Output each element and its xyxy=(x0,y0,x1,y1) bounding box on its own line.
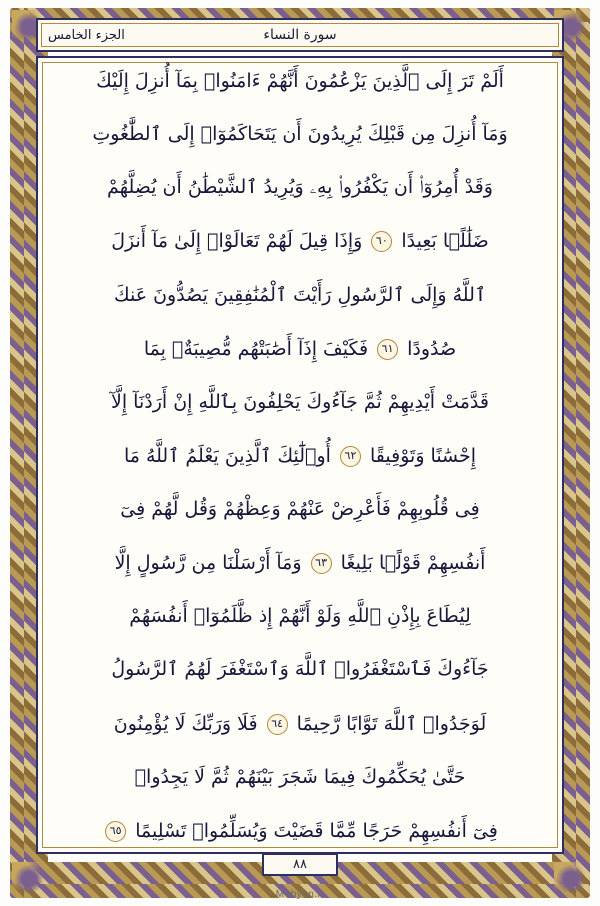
ayah-line xyxy=(52,607,548,627)
ayah-line-text: جَآءُوكَ فَٱسْتَغْفَرُوا۟ ٱللَّهَ وَٱسْتَغْفَرَ لَهُمُ ٱلرَّسُولُ xyxy=(111,658,489,681)
ayah-line xyxy=(52,390,548,413)
ayah-line-text-continued: وَمَآ أَرْسَلْنَا مِن رَّسُولٍ إِلَّا xyxy=(114,552,302,575)
ayah-line-text: لِيُطَاعَ بِإِذْنِ ٱللَّهِ وَلَوْ أَنَّهُمْ إِذ ظَّلَمُوٓا۟ أَنفُسَهُمْ xyxy=(129,605,471,628)
ayah-line-text: فِىٓ أَنفُسِهِمْ حَرَجًا مِّمَّا قَضَيْتَ وَيُسَلِّمُوا۟ تَسْلِيمًا xyxy=(135,819,498,842)
ayah-line xyxy=(52,339,548,360)
ayah-line-text: ٱللَّهُ وَإِلَى ٱلرَّسُولِ رَأَيْتَ ٱلْمُنَٰفِقِينَ يَصُدُّونَ عَنكَ xyxy=(113,283,487,306)
ayah-line-text-continued: أُو۟لَٰٓئِكَ ٱلَّذِينَ يَعْلَمُ ٱللَّهُ مَا xyxy=(123,444,331,467)
ayah-line-text: ضَلَٰلًۢا بَعِيدًا xyxy=(401,230,489,253)
ayah-number-medallion: ٦٣ xyxy=(311,553,332,574)
ayah-line-text: قَدَّمَتْ أَيْدِيهِمْ ثُمَّ جَآءُوكَ يَحْلِفُونَ بِٱللَّهِ إِنْ أَرَدْنَآ إِلَّآ xyxy=(111,390,489,413)
ayah-line-text-continued: وَإِذَا قِيلَ لَهُمْ تَعَالَوْا۟ إِلَىٰ مَآ أَنزَلَ xyxy=(111,230,363,253)
ayah-line xyxy=(52,231,548,252)
ayah-number-medallion: ٦٢ xyxy=(340,446,361,467)
ayah-line xyxy=(52,178,548,198)
ayah-number-medallion: ٦٠ xyxy=(371,231,392,252)
ayah-line-text: وَقَدْ أُمِرُوٓا۟ أَن يَكْفُرُوا۟ بِهِۦ وَيُرِيدُ ٱلشَّيْطَٰنُ أَن يُضِلَّهُمْ xyxy=(107,176,493,199)
ayah-line-text: أَلَمْ تَرَ إِلَى ٱلَّذِينَ يَزْعُمُونَ أَنَّهُمْ ءَامَنُوا۟ بِمَآ أُنزِلَ إِلَيْكَ xyxy=(96,70,504,92)
ayah-line-text: أَنفُسِهِمْ قَوْلًۢا بَلِيغًا xyxy=(340,552,486,575)
ayah-line xyxy=(52,821,548,842)
ayah-line xyxy=(52,500,548,520)
ayah-line-text: لَوَجَدُوا۟ ٱللَّهَ تَوَّابًا رَّحِيمًا xyxy=(296,712,487,735)
ayah-line xyxy=(52,660,548,680)
ayah-line xyxy=(52,283,548,306)
page-header-band xyxy=(36,18,564,52)
ayah-line xyxy=(52,765,548,788)
ayah-number-medallion: ٦٥ xyxy=(105,821,126,842)
ayah-line-text-continued: فَكَيْفَ إِذَآ أَصَٰبَتْهُم مُّصِيبَةٌۢ بِمَا xyxy=(143,337,369,360)
quran-text-body xyxy=(46,66,554,844)
ayah-line-text: إِحْسَٰنًا وَتَوْفِيقًا xyxy=(370,444,477,467)
ayah-number-medallion: ٦٤ xyxy=(267,714,288,735)
corner-ornament-icon xyxy=(12,862,46,896)
juz-label: الجزء الخامس xyxy=(48,27,125,43)
ayah-line-text: حَتَّىٰ يُحَكِّمُوكَ فِيمَا شَجَرَ بَيْنَهُمْ ثُمَّ لَا يَجِدُوا۟ xyxy=(134,765,466,788)
ayah-line-text: فِى قُلُوبِهِمْ فَأَعْرِضْ عَنْهُمْ وَعِظْهُمْ وَقُل لَّهُمْ فِىٓ xyxy=(120,498,480,521)
site-credit: Mobyan.ir xyxy=(275,889,325,900)
ayah-line xyxy=(52,553,548,574)
ayah-line xyxy=(52,446,548,467)
corner-ornament-icon xyxy=(554,862,588,896)
ayah-line xyxy=(52,72,548,92)
ayah-number-medallion: ٦١ xyxy=(377,339,398,360)
ayah-line-text-continued: فَلَا وَرَبِّكَ لَا يُؤْمِنُونَ xyxy=(113,712,258,735)
ayah-line xyxy=(52,125,548,145)
page-number: ٨٨ xyxy=(262,853,338,876)
ayah-line-text: صُدُودًا xyxy=(407,337,457,360)
ayah-line-text: وَمَآ أُنزِلَ مِن قَبْلِكَ يُرِيدُونَ أَن يَتَحَاكَمُوٓا۟ إِلَى ٱلطَّٰغُوتِ xyxy=(92,123,508,146)
ayah-line xyxy=(52,714,548,735)
sura-label: سورة النساء xyxy=(263,27,337,43)
